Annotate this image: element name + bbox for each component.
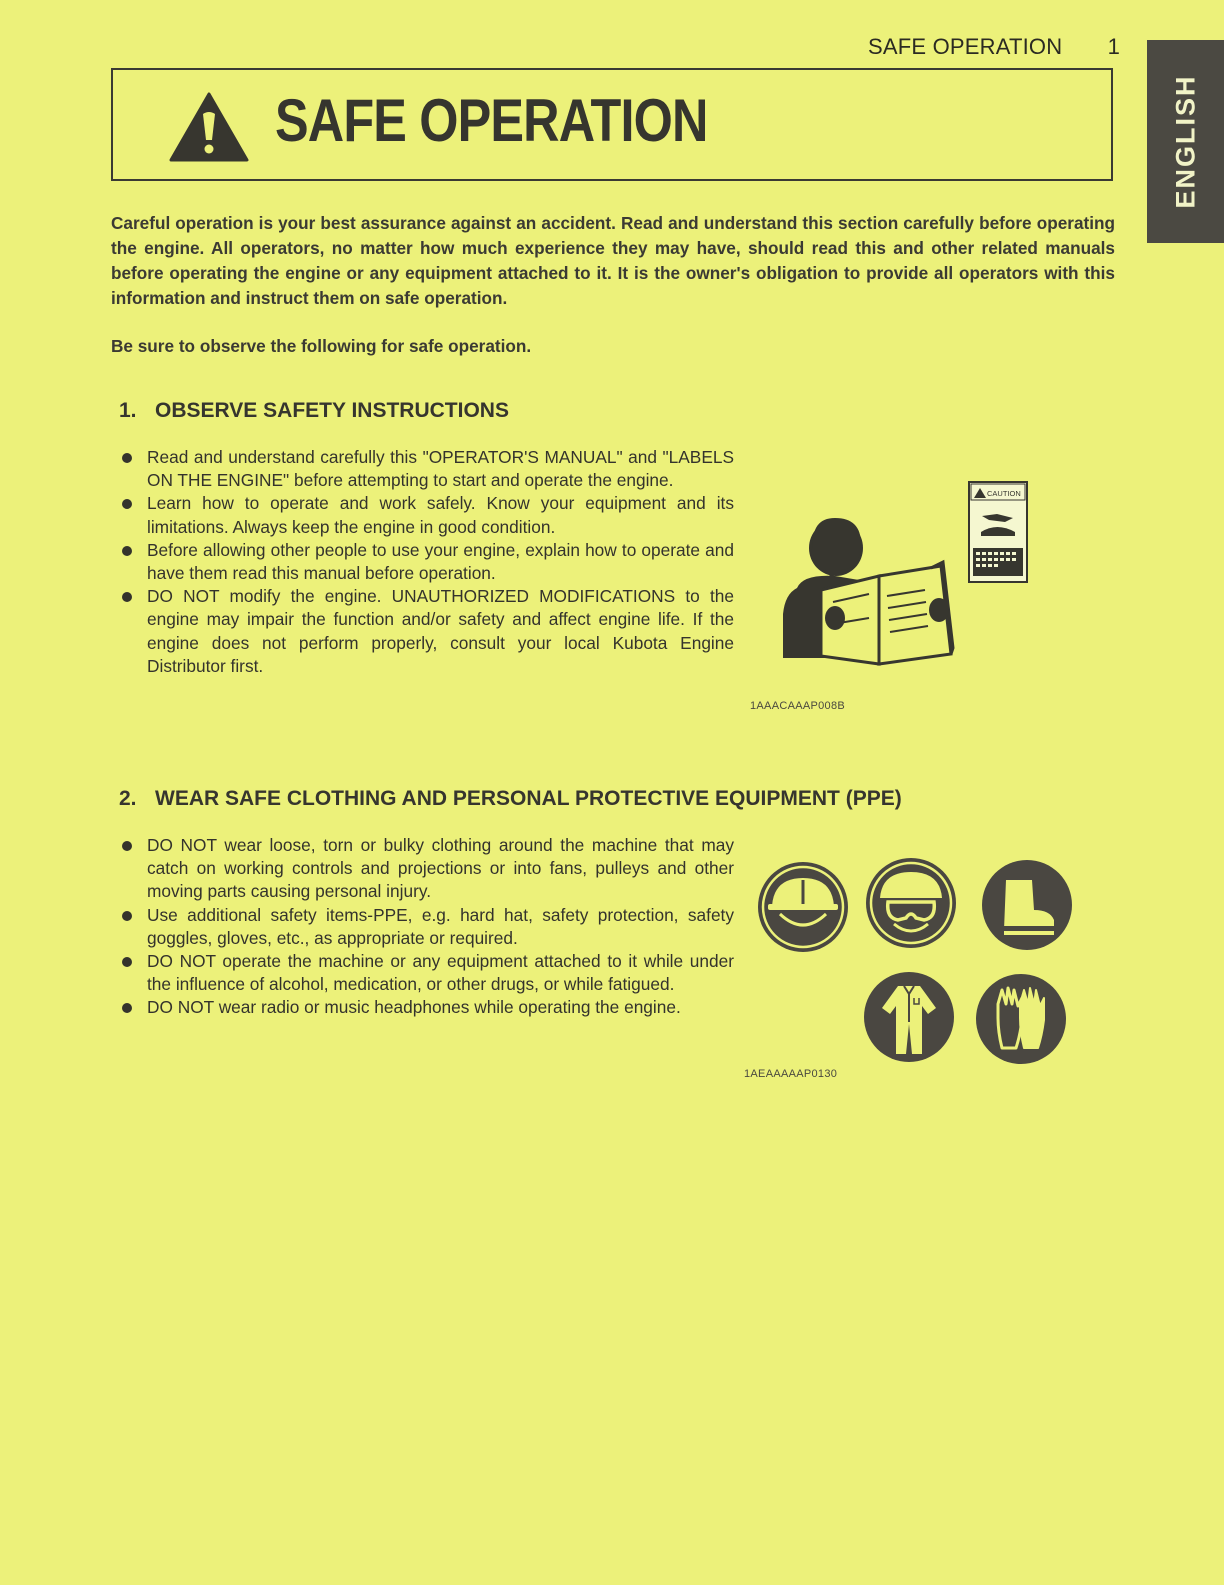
section-1-bullets	[119, 446, 734, 678]
language-tab	[1147, 40, 1224, 243]
coverall-icon	[864, 972, 954, 1062]
section-1-title: OBSERVE SAFETY INSTRUCTIONS	[155, 399, 509, 422]
section-2-heading	[119, 787, 902, 811]
page-number: 1	[1107, 34, 1120, 59]
observe-note: Be sure to observe the following for safe operation.	[111, 336, 532, 356]
caution-label-text: CAUTION	[987, 489, 1021, 498]
hard-hat-icon	[758, 862, 848, 952]
gloves-icon	[976, 974, 1066, 1064]
list-item: Learn how to operate and work safely. Know your equipment and its limitations. Always keep the engine in good condition.	[119, 492, 734, 538]
list-item: DO NOT modify the engine. UNAUTHORIZED MODIFICATIONS to the engine may impair the function and/or safety and affect engine life. If the engine does not perform properly, consult your local Kubota Engine Distributor first.	[119, 585, 734, 678]
list-item: Read and understand carefully this "OPERATOR'S MANUAL" and "LABELS ON THE ENGINE" before attempting to start and operate the engine.	[119, 446, 734, 492]
safety-boot-icon	[982, 860, 1072, 950]
warning-triangle-icon	[169, 92, 249, 162]
language-tab-label: ENGLISH	[1170, 74, 1201, 209]
figure-2-caption: 1AEAAAAAP0130	[744, 1068, 838, 1080]
figure-1-caption: 1AAACAAAP008B	[750, 700, 846, 712]
section-1-number: 1.	[119, 399, 137, 422]
list-item: Use additional safety items-PPE, e.g. hard hat, safety protection, safety goggles, gloves, etc., as appropriate or required.	[119, 904, 734, 950]
running-title: SAFE OPERATION	[868, 34, 1063, 59]
section-1-heading	[119, 399, 509, 423]
list-item: Before allowing other people to use your engine, explain how to operate and have them read this manual before operation.	[119, 539, 734, 585]
caution-label-card	[969, 482, 1027, 582]
intro-paragraph: Careful operation is your best assurance against an accident. Read and understand this section carefully before operating the engine. All operators, no matter how much experience they may have, should read this and other related manuals before operating the engine or any equipment attached to it. It is the owner's obligation to provide all operators with this information and instruct them on safe operation.	[111, 213, 1115, 308]
section-2-bullets	[119, 834, 734, 1020]
list-item: DO NOT operate the machine or any equipment attached to it while under the influence of alcohol, medication, or other drugs, or while fatigued.	[119, 950, 734, 996]
section-2-number: 2.	[119, 787, 137, 810]
title-box	[111, 68, 1113, 181]
list-item: DO NOT wear radio or music headphones while operating the engine.	[119, 996, 734, 1019]
reading-manual-figure	[775, 478, 1035, 673]
goggles-icon	[866, 858, 956, 948]
section-2-title: WEAR SAFE CLOTHING AND PERSONAL PROTECTIVE EQUIPMENT (PPE)	[155, 787, 902, 810]
page-title: SAFE OPERATION	[275, 87, 708, 154]
list-item: DO NOT wear loose, torn or bulky clothing around the machine that may catch on working controls and projections or into fans, pulleys and other moving parts causing personal injury.	[119, 834, 734, 904]
